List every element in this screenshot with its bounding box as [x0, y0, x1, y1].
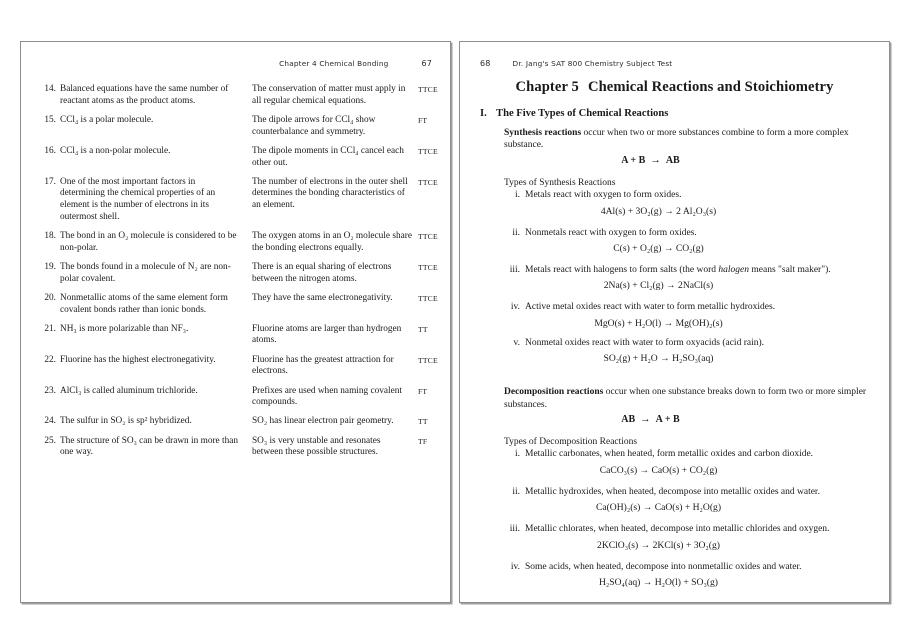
- item-marker: iii.: [509, 265, 520, 276]
- row-reason: SO₃ is very unstable and resonates between these possible structures.: [252, 435, 381, 458]
- decomposition-term: Decomposition reactions: [504, 387, 604, 398]
- chemical-equation: SO₂(g) + H₂O → H₂SO₃(aq): [603, 353, 714, 365]
- row-statement: Nonmetallic atoms of the same element form covalent bonds rather than ionic bonds.: [60, 292, 228, 315]
- row-number: 24.: [44, 416, 56, 427]
- item-text-post: means "salt maker").: [749, 265, 831, 276]
- row-statement: NH₃ is more polarizable than NF₃.: [60, 323, 189, 334]
- row-reason: The dipole moments in CCl₄ cancel each other out.: [252, 145, 404, 168]
- table-row: [38, 231, 441, 254]
- decomposition-types-heading: Types of Decomposition Reactions: [504, 437, 638, 448]
- page-right: [459, 41, 890, 603]
- page-left: [20, 41, 451, 603]
- row-reason: SO₂ has linear electron pair geometry.: [252, 416, 394, 427]
- item-text: Some acids, when heated, decompose into nonmetallic oxides and water.: [525, 561, 802, 572]
- synthesis-general-equation: [504, 155, 871, 166]
- item-marker: ii.: [512, 227, 520, 238]
- synthesis-definition-text: occur when two or more substances combine to form a more complex substance.: [504, 128, 849, 151]
- row-answer-code: TF: [418, 436, 428, 446]
- page-left-content: [21, 42, 450, 602]
- item-text: Metals react with oxygen to form oxides.: [525, 190, 682, 201]
- item-marker: i.: [514, 190, 520, 201]
- synthesis-reactants: A + B: [621, 154, 646, 166]
- row-number: 25.: [44, 435, 56, 446]
- row-answer-code: TTCE: [418, 293, 438, 303]
- row-number: 23.: [44, 385, 56, 396]
- row-statement: CCl₄ is a non-polar molecule.: [60, 145, 171, 156]
- item-text-pre: Metals react with halogens to form salts (the word: [525, 265, 719, 276]
- table-row: [38, 262, 441, 285]
- row-answer-code: TT: [418, 324, 428, 334]
- decomposition-general-equation: [504, 414, 871, 425]
- running-head-chapter-label: Chapter 4 Chemical Bonding: [279, 59, 389, 68]
- page-number-right: 68: [480, 59, 491, 68]
- row-statement: The sulfur in SO₂ is sp² hybridized.: [60, 416, 192, 427]
- row-answer-code: TT: [418, 417, 428, 427]
- row-number: 14.: [44, 84, 56, 94]
- item-text: Metallic chlorates, when heated, decompose into metallic chlorides and oxygen.: [525, 524, 830, 535]
- row-answer-code: TTCE: [418, 85, 438, 94]
- chemical-equation: CaCO₃(s) → CaO(s) + CO₂(g): [599, 464, 718, 476]
- row-number: 22.: [44, 354, 56, 365]
- page-number-left: 67: [421, 59, 432, 68]
- item-marker: i.: [514, 449, 520, 460]
- row-answer-code: FT: [418, 115, 428, 125]
- list-item: [504, 337, 871, 349]
- true-false-table: [38, 84, 441, 467]
- item-text: Nonmetal oxides react with water to form oxyacids (acid rain).: [525, 337, 764, 348]
- row-statement: One of the most important factors in determining the chemical properties of an element is the number of electrons in its outermost shell.: [60, 176, 216, 222]
- row-answer-code: FT: [418, 386, 428, 396]
- row-number: 16.: [44, 145, 56, 156]
- item-marker: ii.: [512, 486, 520, 497]
- row-statement: The bonds found in a molecule of N₂ are non-polar covalent.: [60, 261, 231, 284]
- table-row: [38, 436, 441, 459]
- list-item: [504, 523, 871, 535]
- synthesis-products: AB: [665, 154, 680, 166]
- chapter-title-text: Chemical Reactions and Stoichiometry: [587, 79, 834, 95]
- section-roman-numeral: I.: [480, 108, 487, 119]
- row-reason: Fluorine atoms are larger than hydrogen atoms.: [252, 323, 402, 346]
- row-number: 19.: [44, 261, 56, 272]
- row-reason: Fluorine has the greatest attraction for electrons.: [252, 354, 394, 377]
- item-marker: v.: [513, 337, 520, 348]
- row-reason: The number of electrons in the outer shell determines the bonding characteristics of an element.: [252, 176, 408, 211]
- row-statement: The bond in an O₂ molecule is considered to be non-polar.: [60, 231, 237, 253]
- table-row: [38, 84, 441, 107]
- synthesis-block: [504, 127, 871, 365]
- row-statement: Balanced equations have the same number of reactant atoms as the product atoms.: [60, 84, 229, 106]
- list-item: [504, 486, 871, 498]
- item-text: Metallic carbonates, when heated, form metallic oxides and carbon dioxide.: [525, 449, 814, 460]
- chemical-equation: H₂SO₄(aq) → H₂O(l) + SO₃(g): [599, 577, 718, 589]
- table-row: [38, 177, 441, 224]
- list-item: [504, 448, 871, 460]
- row-number: 20.: [44, 292, 56, 303]
- page-right-content: [460, 42, 889, 602]
- row-answer-code: TTCE: [418, 177, 438, 187]
- row-number: 17.: [44, 176, 56, 187]
- decomposition-definition-text: occur when one substance breaks down to form two or more simpler substances.: [504, 387, 867, 410]
- decomposition-products: A + B: [655, 414, 680, 426]
- item-marker: iv.: [510, 302, 520, 313]
- row-number: 21.: [44, 323, 56, 334]
- running-head-left: [279, 59, 432, 68]
- chapter-body: [480, 108, 871, 596]
- table-row: [38, 355, 441, 378]
- row-reason: They have the same electronegativity.: [252, 292, 393, 303]
- row-reason: The dipole arrows for CCl₄ show counterbalance and symmetry.: [252, 114, 376, 137]
- chemical-equation: Ca(OH)₂(s) → CaO(s) + H₂O(g): [595, 502, 722, 514]
- synthesis-term: Synthesis reactions: [504, 128, 582, 138]
- chemical-equation: 2Na(s) + Cl₂(g) → 2NaCl(s): [603, 280, 714, 292]
- book-title: Dr. Jang's SAT 800 Chemistry Subject Test: [512, 59, 673, 68]
- chemical-equation: 4Al(s) + 3O₂(g) → 2 Al₂O₃(s): [600, 205, 717, 217]
- row-statement: AlCl₃ is called aluminum trichloride.: [60, 385, 198, 396]
- row-reason: The conservation of matter must apply in all regular chemical equations.: [252, 84, 406, 106]
- table-row: [38, 416, 441, 428]
- row-statement: The structure of SO₃ can be drawn in more than one way.: [60, 435, 239, 458]
- section-spacer: [480, 374, 871, 386]
- list-item: [504, 264, 871, 276]
- item-text-emphasis: halogen: [718, 265, 749, 276]
- item-text: Metallic hydroxides, when heated, decompose into metallic oxides and water.: [525, 486, 820, 497]
- decomposition-block: [504, 386, 871, 589]
- reaction-arrow-icon: →: [640, 414, 651, 426]
- section-heading-text: The Five Types of Chemical Reactions: [496, 108, 669, 119]
- reaction-arrow-icon: →: [650, 154, 661, 166]
- item-text: [525, 264, 871, 276]
- list-item: [504, 227, 871, 239]
- table-row: [38, 115, 441, 138]
- running-head-right: [480, 59, 672, 68]
- row-number: 18.: [44, 231, 56, 242]
- row-answer-code: TTCE: [418, 355, 438, 365]
- table-row: [38, 293, 441, 316]
- row-reason: The oxygen atoms in an O₂ molecule share the bonding electrons equally.: [252, 231, 412, 253]
- section-heading: [480, 108, 871, 119]
- synthesis-types-heading: Types of Synthesis Reactions: [504, 177, 616, 188]
- chemical-equation: 2KClO₃(s) → 2KCl(s) + 3O₂(g): [597, 539, 720, 551]
- table-row: [38, 146, 441, 169]
- synthesis-definition: [504, 127, 871, 152]
- list-item: [504, 189, 871, 201]
- item-text: Active metal oxides react with water to form metallic hydroxides.: [525, 302, 776, 313]
- chemical-equation: MgO(s) + H₂O(l) → Mg(OH)₂(s): [594, 317, 723, 329]
- table-row: [38, 386, 441, 409]
- decomposition-definition: [504, 386, 871, 411]
- row-answer-code: TTCE: [418, 232, 438, 242]
- decomposition-reactants: AB: [621, 414, 636, 426]
- chemical-equation: C(s) + O₂(g) → CO₂(g): [613, 243, 704, 255]
- chapter-title: [460, 79, 889, 96]
- row-reason: Prefixes are used when naming covalent compounds.: [252, 385, 402, 408]
- row-number: 15.: [44, 114, 56, 125]
- row-answer-code: TTCE: [418, 262, 438, 272]
- item-marker: iv.: [510, 561, 520, 572]
- item-text: Nonmetals react with oxygen to form oxides.: [525, 227, 697, 238]
- list-item: [504, 561, 871, 573]
- chapter-number-label: Chapter 5: [515, 79, 579, 95]
- row-answer-code: TTCE: [418, 146, 438, 156]
- table-row: [38, 324, 441, 347]
- row-reason: There is an equal sharing of electrons between the nitrogen atoms.: [252, 261, 392, 284]
- list-item: [504, 301, 871, 313]
- item-marker: iii.: [509, 524, 520, 535]
- row-statement: CCl₄ is a polar molecule.: [60, 114, 154, 125]
- row-statement: Fluorine has the highest electronegativity.: [60, 354, 216, 365]
